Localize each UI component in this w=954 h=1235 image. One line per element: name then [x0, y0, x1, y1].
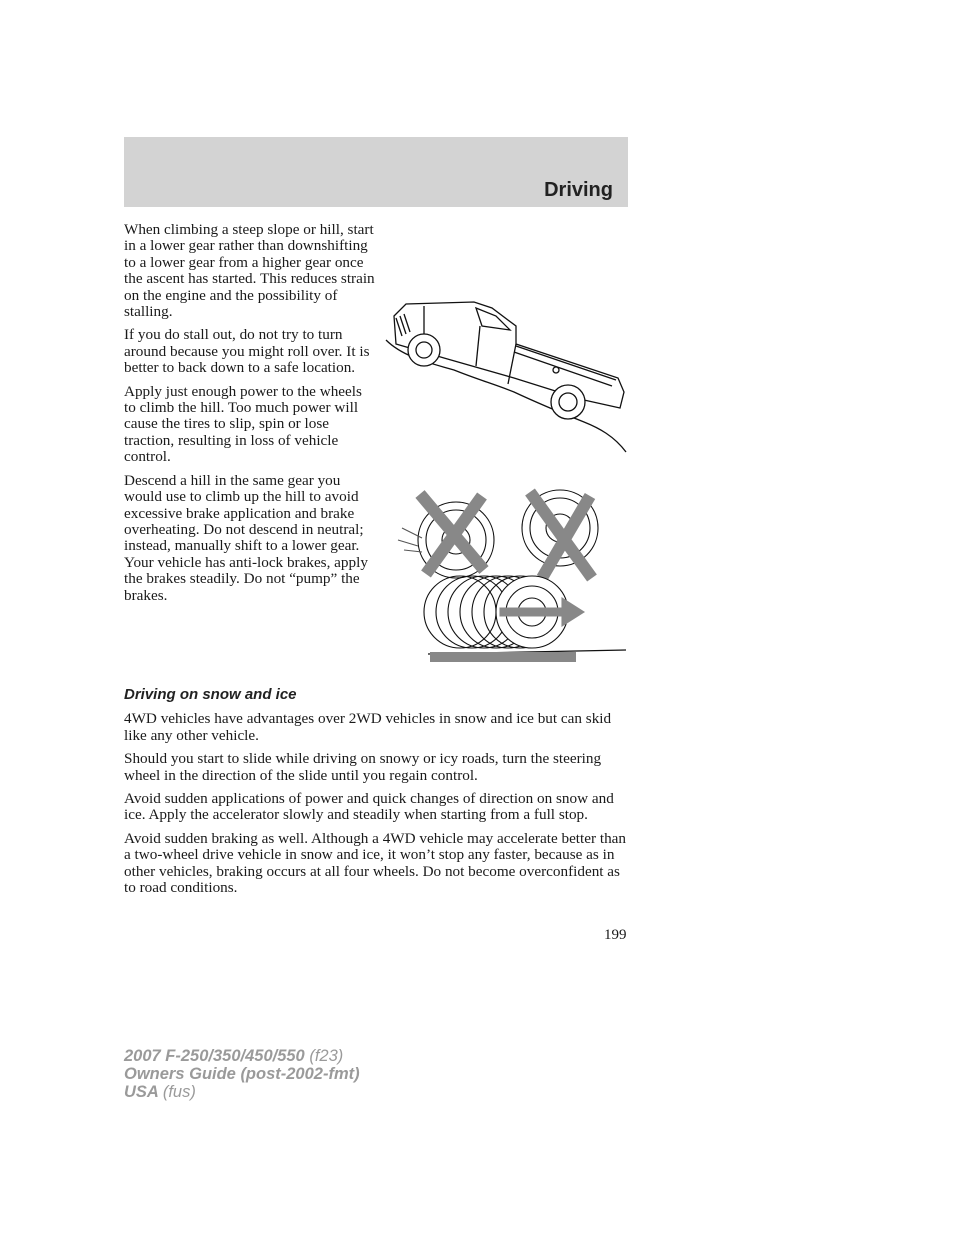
document-footer — [124, 1047, 360, 1101]
paragraph: 4WD vehicles have advantages over 2WD vehicles in snow and ice but can skid like any other vehicle. — [124, 710, 612, 744]
section-title: Driving — [544, 179, 613, 201]
left-column — [124, 222, 376, 611]
paragraph: Avoid sudden braking as well. Although a 4WD vehicle may accelerate better than a two-wheel drive vehicle in snow and ice, it won’t stop any faster, because as in other vehicles, braking occurs at all four wheels. Do not become overconfident as to road conditions. — [124, 829, 626, 897]
section-heading: Driving on snow and ice — [124, 686, 297, 703]
footer-line-1 — [124, 1047, 360, 1065]
footer-line-3 — [124, 1083, 360, 1101]
paragraph: Apply just enough power to the wheels to climb the hill. Too much power will cause the tires to slip, spin or lose traction, resulting in loss of vehicle control. — [124, 382, 362, 466]
tire-spin-illustration — [392, 488, 630, 672]
section-header-band — [124, 137, 628, 207]
footer-model: 2007 F-250/350/450/550 — [124, 1047, 305, 1065]
truck-on-hill-illustration — [384, 296, 630, 456]
paragraph: When climbing a steep slope or hill, start in a lower gear rather than downshifting to a lower gear from a higher gear once the ascent has started. This reduces strain on the engine and the possibility of stalling. — [124, 221, 375, 321]
snow-ice-section — [124, 687, 628, 903]
paragraph: Avoid sudden applications of power and quick changes of direction on snow and ice. Apply the accelerator slowly and steadily when starting from a full stop. — [124, 790, 614, 824]
paragraph: If you do stall out, do not try to turn around because you might roll over. It is better to back down to a safe location. — [124, 326, 370, 377]
footer-model-code: (f23) — [309, 1047, 344, 1065]
page-number: 199 — [604, 927, 627, 943]
footer-line-2: Owners Guide (post-2002-fmt) — [124, 1065, 360, 1083]
footer-region: USA — [124, 1083, 159, 1101]
footer-region-code: (fus) — [162, 1083, 196, 1101]
paragraph: Should you start to slide while driving on snowy or icy roads, turn the steering wheel in the direction of the slide until you regain control. — [124, 750, 602, 784]
paragraph: Descend a hill in the same gear you would use to climb up the hill to avoid excessive brake application and brake overheating. Do not descend in neutral; instead, manually shift to a lower gear. Your vehicle has anti-lock brakes, apply the brakes steadily. Do not “pump” the brakes. — [124, 471, 368, 604]
